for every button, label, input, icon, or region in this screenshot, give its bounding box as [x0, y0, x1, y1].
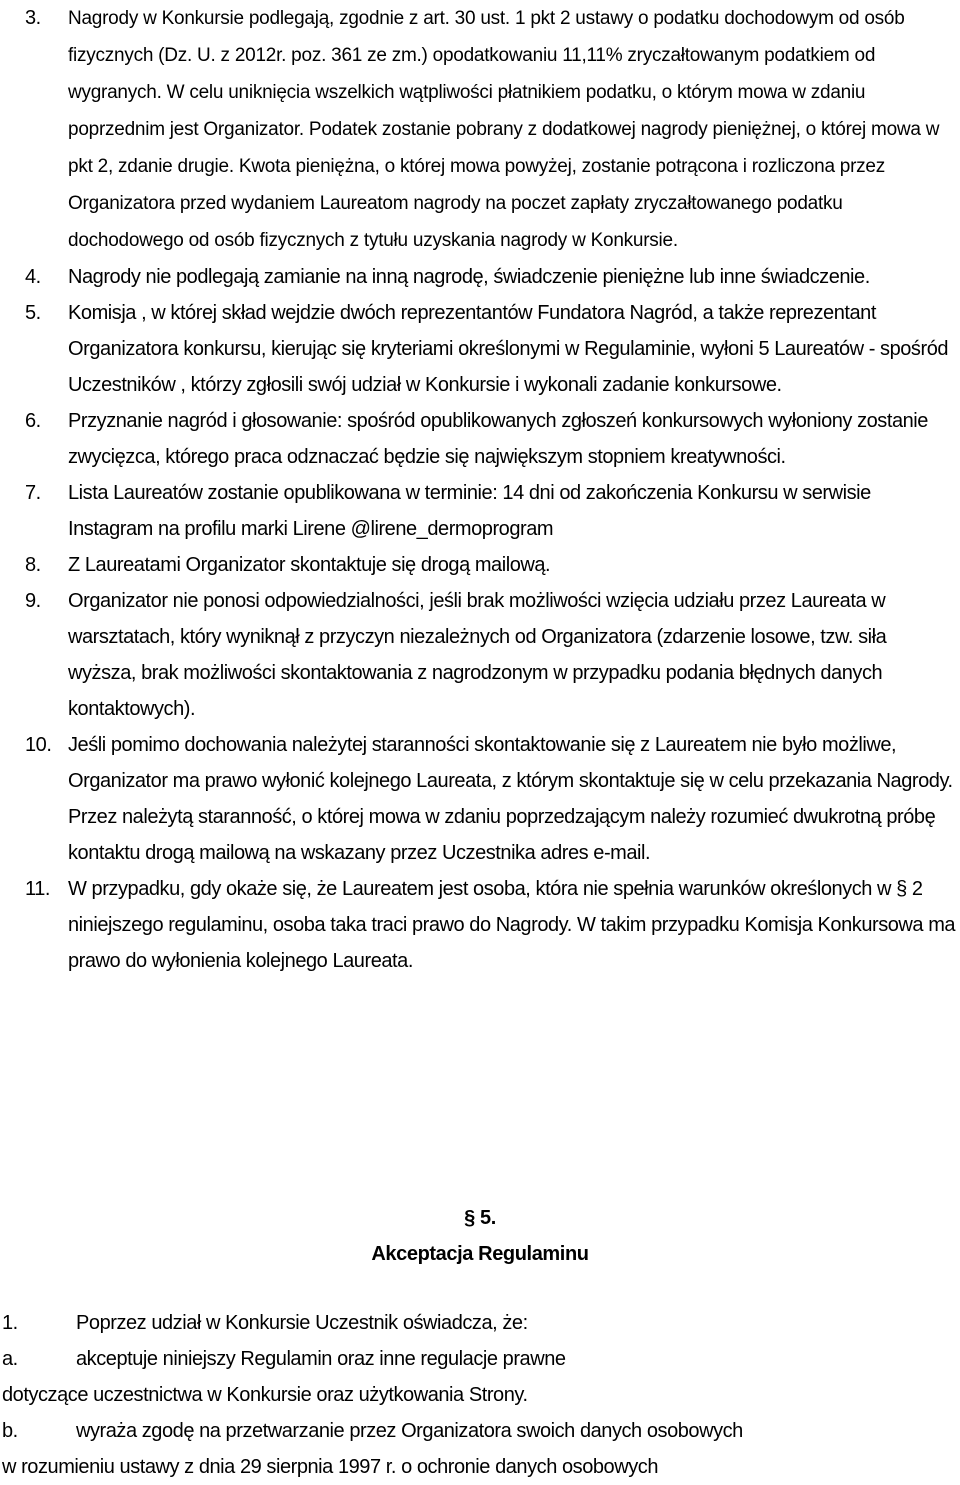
list-number: 10.: [25, 734, 52, 756]
list-item-4: [0, 259, 960, 295]
point-text-continued: dotyczące uczestnictwa w Konkursie oraz użytkowania Strony.: [2, 1384, 528, 1406]
list-number: 11.: [25, 878, 50, 900]
point-label: b.: [2, 1420, 18, 1442]
list-item-7: [0, 475, 960, 547]
list-item-11: [0, 871, 960, 979]
point-text: akceptuje niniejszy Regulamin oraz inne regulacje prawne: [76, 1348, 566, 1370]
paragraph-text: Jeśli pomimo dochowania należytej staranności skontaktowanie się z Laureatem nie było możliwe, Organizator ma prawo wyłonić kolejnego Laureata, z którym skontaktuje się w celu przekazania Nagrody. Przez należytą staranność, o której mowa w zdaniu poprzedzającym należy rozumieć dwukrotną próbę kontaktu drogą mailową na wskazany przez Uczestnika adres e-mail.: [68, 734, 953, 864]
acceptance-point-a: [0, 1341, 960, 1377]
list-number: 9.: [25, 590, 41, 612]
paragraph-text: Lista Laureatów zostanie opublikowana w terminie: 14 dni od zakończenia Konkursu w serwisie Instagram na profilu marki Lirene @lirene_dermoprogram: [68, 482, 871, 540]
list-item-3: [0, 0, 960, 259]
paragraph-text: Komisja , w której skład wejdzie dwóch reprezentantów Fundatora Nagród, a także reprezentant Organizatora konkursu, kierując się kryteriami określonymi w Regulaminie, wyłoni 5 Laureatów - spośród Uczestników , którzy zgłosili swój udział w Konkursie i wykonali zadanie konkursowe.: [68, 302, 949, 396]
list-item-8: [0, 547, 960, 583]
acceptance-point-b: [0, 1413, 960, 1449]
paragraph-text-continued: Kwota pieniężna, o której mowa powyżej, zostanie potrącona i rozliczona przez Organizatora przed wydaniem Laureatom nagrody na poczet zapłaty zryczałtowanego podatku dochodowego od osób fizycznych z tytułu uzyskania nagrody w Konkursie.: [68, 156, 885, 251]
acceptance-point-a-continued: [0, 1377, 960, 1413]
paragraph-text: Przyznanie nagród i głosowanie: spośród opublikowanych zgłoszeń konkursowych wyłoniony zostanie zwycięzca, którego praca odznaczać będzie się największym stopniem kreatywności.: [68, 410, 928, 468]
list-item-10: [0, 727, 960, 871]
point-label: a.: [2, 1348, 18, 1370]
point-number: 1.: [2, 1312, 18, 1334]
paragraph-text: Nagrody w Konkursie podlegają, zgodnie z art. 30 ust. 1 pkt 2 ustawy o podatku dochodowym od osób fizycznych (Dz. U. z 2012r. poz. 361 ze zm.) opodatkowaniu 11,11% zryczałtowanym podatkiem od wygranych. W celu uniknięcia wszelkich wątpliwości płatnikiem podatku, o którym mowa w zdaniu poprzednim jest Organizator. Podatek zostanie pobrany z dodatkowej nagrody pieniężnej, o której mowa w pkt 2, zdanie drugie.: [68, 8, 940, 177]
list-item-9: [0, 583, 960, 727]
list-number: 5.: [25, 302, 41, 324]
acceptance-point-b-continued: [0, 1449, 960, 1485]
list-item-6: [0, 403, 960, 475]
list-item-5: [0, 295, 960, 403]
list-number: 4.: [25, 266, 41, 288]
point-text: Poprzez udział w Konkursie Uczestnik oświadcza, że:: [76, 1312, 528, 1334]
list-number: 8.: [25, 554, 41, 576]
section-number: § 5.: [464, 1207, 496, 1229]
point-text: wyraża zgodę na przetwarzanie przez Organizatora swoich danych osobowych: [76, 1420, 743, 1442]
list-number: 6.: [25, 410, 41, 432]
paragraph-text: Nagrody nie podlegają zamianie na inną nagrodę, świadczenie pieniężne lub inne świadczenie.: [68, 266, 870, 288]
acceptance-block: [0, 1305, 960, 1485]
point-text-continued: w rozumieniu ustawy z dnia 29 sierpnia 1997 r. o ochronie danych osobowych: [2, 1456, 658, 1478]
paragraph-text: Z Laureatami Organizator skontaktuje się drogą mailową.: [68, 554, 551, 576]
list-number: 3.: [25, 7, 41, 29]
list-number: 7.: [25, 482, 41, 504]
paragraph-text: Organizator nie ponosi odpowiedzialności, jeśli brak możliwości wzięcia udziału przez Laureata w warsztatach, który wyniknął z przyczyn niezależnych od Organizatora (zdarzenie losowe, tzw. siła wyższa, brak możliwości skontaktowania z nagrodzonym w przypadku podania błędnych danych kontaktowych).: [68, 590, 887, 720]
section-title: Akceptacja Regulaminu: [371, 1243, 589, 1265]
paragraph-text: W przypadku, gdy okaże się, że Laureatem jest osoba, która nie spełnia warunków określonych w § 2 niniejszego regulaminu, osoba taka traci prawo do Nagrody. W takim przypadku Komisja Konkursowa ma prawo do wyłonienia kolejnego Laureata.: [68, 878, 956, 972]
acceptance-point-1: [0, 1305, 960, 1341]
